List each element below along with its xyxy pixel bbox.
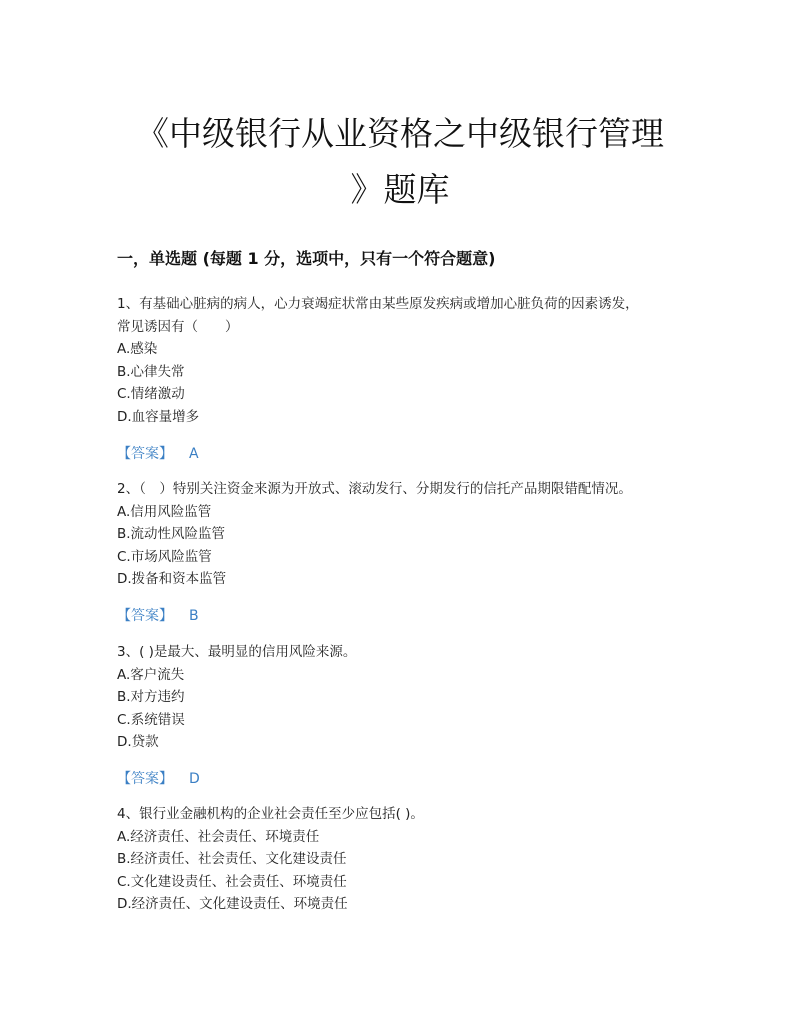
answer-2	[117, 605, 199, 625]
answer-value: B	[189, 608, 199, 624]
question-stem: 3、( )是最大、最明显的信用风险来源。	[117, 644, 357, 660]
option-b: B.流动性风险监管	[117, 526, 226, 542]
option-d: D.经济责任、文化建设责任、环境责任	[117, 896, 348, 912]
answer-label: 【答案】	[117, 771, 173, 787]
option-a: A.经济责任、社会责任、环境责任	[117, 828, 320, 845]
question-1	[117, 293, 687, 428]
option-b: B.心律失常	[117, 363, 185, 380]
answer-1	[117, 443, 199, 463]
answer-3	[117, 768, 200, 788]
question-2	[117, 478, 687, 591]
option-c: C.系统错误	[117, 711, 185, 728]
option-b: B.经济责任、社会责任、文化建设责任	[117, 851, 347, 867]
option-c: C.情绪激动	[117, 386, 185, 402]
option-c: C.文化建设责任、社会责任、环境责任	[117, 873, 347, 890]
document-title	[100, 106, 700, 218]
question-stem: 1、有基础心脏病的病人，心力衰竭症状常由某些原发疾病或增加心脏负荷的因素诱发，	[117, 296, 639, 312]
option-a: A.客户流失	[117, 666, 185, 683]
option-d: D.贷款	[117, 734, 159, 750]
option-d: D.血容量增多	[117, 408, 200, 425]
option-a: A.感染	[117, 341, 158, 357]
section-heading: 一，单选题 (每题 1 分，选项中，只有一个符合题意)	[117, 249, 496, 268]
answer-value: A	[189, 446, 199, 462]
question-3	[117, 641, 687, 754]
answer-value: D	[189, 771, 200, 787]
option-b: B.对方违约	[117, 689, 185, 705]
title-line-1: 《中级银行从业资格之中级银行管理	[136, 114, 664, 153]
answer-label: 【答案】	[117, 608, 173, 624]
answer-label: 【答案】	[117, 446, 173, 462]
question-stem-continued: 常见诱因有（ ）	[117, 318, 239, 335]
question-stem: 4、银行业金融机构的企业社会责任至少应包括( )。	[117, 806, 424, 822]
title-line-2: 》题库	[350, 170, 450, 209]
option-d: D.拨备和资本监管	[117, 571, 227, 587]
question-4	[117, 803, 687, 916]
option-c: C.市场风险监管	[117, 548, 212, 565]
option-a: A.信用风险监管	[117, 503, 212, 520]
question-stem: 2、（ ）特别关注资金来源为开放式、滚动发行、分期发行的信托产品期限错配情况。	[117, 481, 632, 497]
